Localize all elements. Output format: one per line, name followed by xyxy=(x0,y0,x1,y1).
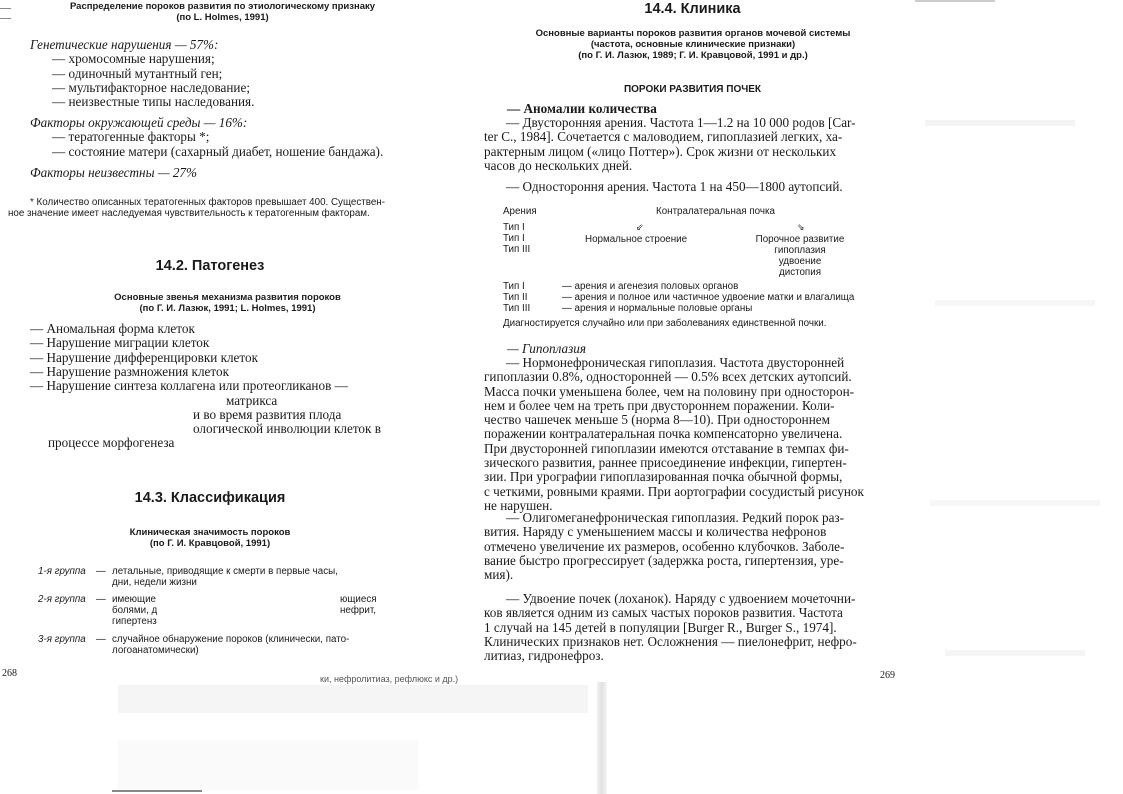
env-title: Факторы окружающей среды — 16%: xyxy=(30,115,248,130)
left-header: Распределение пороков развития по этиологическому признаку (по L. Holmes, 1991) xyxy=(69,1,376,23)
genetic-item: — одиночный мутантный ген; xyxy=(52,65,223,81)
list-item: — Нарушение миграции клеток xyxy=(30,335,210,351)
unilateral-arenia: — Одностороння арения. Частота 1 на 450—1800 аутопсий. xyxy=(506,179,843,194)
arrow-down-left-icon: ⇙ xyxy=(636,222,644,232)
bilateral-arenia: — Двусторонняя арения. Частота 1—1.2 на 10 000 родов [Car- ter C., 1984]. Сочетается с маловодием, гипоплазией легких, ха- рактерным лицом («лицо Поттер»). Срок жизни от нескольких часов до нескольких дней. xyxy=(484,115,856,173)
list-item: — Аномальная форма клеток xyxy=(30,321,195,336)
pathogenesis-subtitle: Основные звенья механизма развития пороков (по Г. И. Лазюк, 1991; L. Holmes, 1991) xyxy=(114,292,341,314)
list-item: — Нарушение размножения клеток xyxy=(30,363,229,379)
section-title-clinic: 14.4. Клиника xyxy=(644,1,741,17)
anomaly-title: — Аномалии количества xyxy=(507,101,657,116)
unknown-factors: Факторы неизвестны — 27% xyxy=(30,165,198,180)
arrow-down-right-icon: ⇘ xyxy=(797,222,805,232)
classification-subtitle: Клиническая значимость пороков (по Г. И. Кравцовой, 1991) xyxy=(129,527,291,549)
genetic-item: — мультифакторное наследование; xyxy=(52,79,250,95)
page-number-left: 268 xyxy=(2,668,17,679)
scan-edge-mark xyxy=(112,790,202,792)
section-title-classification: 14.3. Классификация xyxy=(134,490,286,506)
clinic-subtitle: Основные варианты пороков развития органов мочевой системы (частота, основные клинические признаки) (по Г. И. Лазюк, 1989; Г. И. Кравцовой, 1991 и др.) xyxy=(535,28,851,61)
oligomeganephronic-text: — Олигомеганефроническая гипоплазия. Редкий порок раз- вития. Наряду с уменьшением массы и количества нефронов отмечено увеличение их размеров, особенно клубочков. Заболе- вание быстро прогрессирует (задержка роста, гипертензия, уре- мия). xyxy=(484,510,845,583)
genetic-item: — неизвестные типы наследования. xyxy=(52,94,255,110)
scan-smudge xyxy=(118,685,588,713)
book-gutter xyxy=(597,682,607,794)
defect-column: Порочное развитие гипоплазия удвоение дистопия xyxy=(755,234,845,278)
footnote: * Количество описанных тератогенных факторов превышает 400. Существен- ное значение имеет наследуемая чувствительность к тератогенным факторам. xyxy=(8,197,385,219)
genetic-block xyxy=(30,38,430,109)
genetic-item: — хромосомные нарушения; xyxy=(52,51,215,67)
list-item: — Нарушение дифференцировки клеток xyxy=(30,349,259,365)
margin-dash-top-2: — xyxy=(0,12,11,24)
genetic-title: Генетические нарушения — 57%: xyxy=(30,37,219,52)
cut-line: ки, нефролитиаз, рефлюкс и др.) xyxy=(320,674,459,684)
env-item: — состояние матери (сахарный диабет, ношение бандажа). xyxy=(52,143,384,159)
kidney-defects-title: ПОРОКИ РАЗВИТИЯ ПОЧЕК xyxy=(623,84,762,95)
pathogenesis-list xyxy=(30,322,430,393)
faded-bleed-area xyxy=(905,0,1123,794)
page-number-right: 269 xyxy=(880,670,895,681)
list-item: — Нарушение синтеза коллагена или протеогликанов — xyxy=(30,378,348,394)
section-title-pathogenesis: 14.2. Патогенез xyxy=(155,258,265,274)
margin-dash-top: — xyxy=(0,2,11,14)
kidney-doubling-text: — Удвоение почек (лоханок). Наряду с удвоением мочеточни- ков является одним из самых частых пороков развития. Частота 1 случай на 145 детей в популяции [Burger R., Burger S., 1974]. Клинических признаков нет. Осложнения — пиелонефрит, нефро- литиаз, гидронефроз. xyxy=(484,591,857,664)
hypoplasia-text: — Нормонефроническая гипоплазия. Частота двусторонней гипоплазии 0.8%, односторонней — 0.5% всех детских аутопсий. Масса почки уменьшена более, чем на половину при односторон- нем и более чем на треть при двустороннем поражении. Коли- чество чашечек меньше 5 (норма 8—10). При одностороннем поражении контралатеральная почка компенсаторно увеличена. При двусторонней гипоплазии имеются отставание в темпах фи- зического развития, раннее присоединение инфекции, гипертен- зии. При урографии гипоплазированная почка обычной формы, с четкими, ровными краями. При аортографии сосудистый рисунок не нарушен. xyxy=(484,355,864,513)
env-block xyxy=(30,116,440,159)
env-item: — тератогенные факторы *; xyxy=(52,129,210,145)
scan-smudge xyxy=(118,740,418,790)
hypoplasia-title: — Гипоплазия xyxy=(507,341,587,356)
